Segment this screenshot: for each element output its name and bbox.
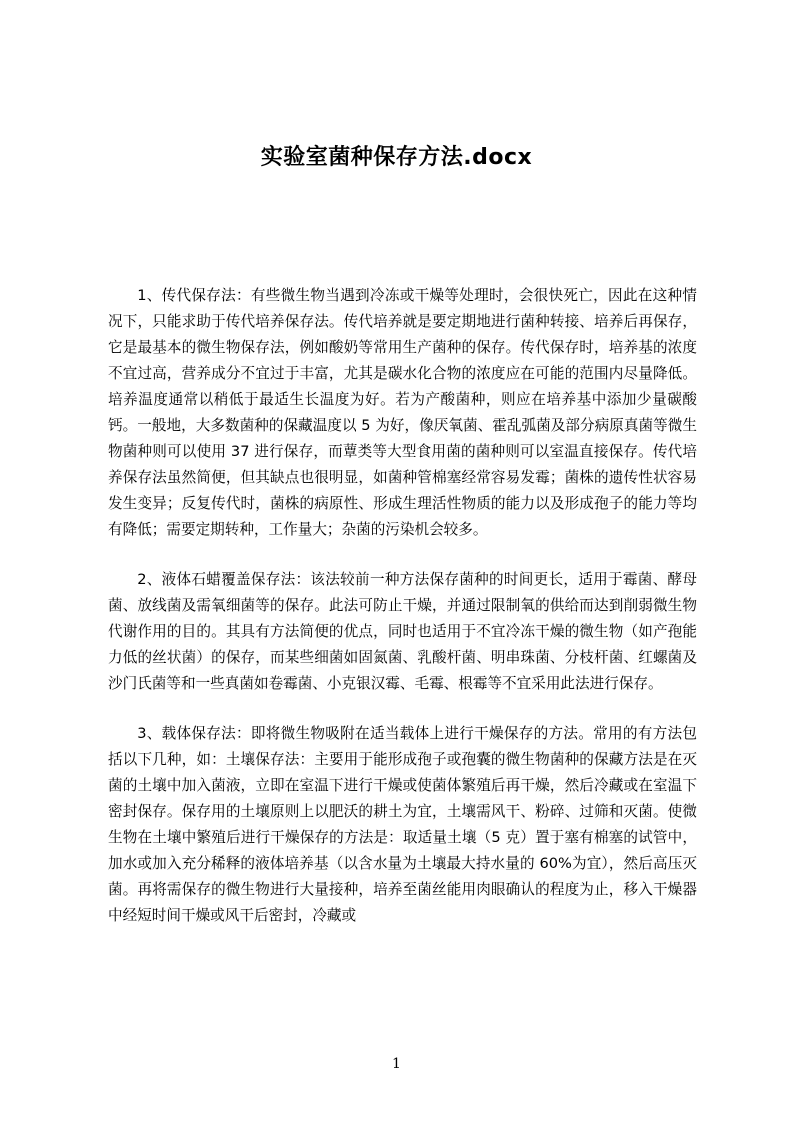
page-number: 1: [392, 1056, 401, 1072]
paragraph-carrier-preservation: 3、载体保存法：即将微生物吸附在适当载体上进行干燥保存的方法。常用的有方法包括以下几种，如：土壤保存法：主要用于能形成孢子或孢囊的微生物菌种的保藏方法是在灭菌的土壤中加入菌液，立即在室温下进行干燥或使菌体繁殖后再干燥，然后冷藏或在室温下密封保存。保存用的土壤原则上以肥沃的耕土为宜，土壤需风干、粉碎、过筛和灭菌。使微生物在土壤中繁殖后进行干燥保存的方法是：取适量土壤（5 克）置于塞有棉塞的试管中，加水或加入充分稀释的液体培养基（以含水量为土壤最大持水量的 60%为宜），然后高压灭菌。再将需保存的微生物进行大量接种，培养至菌丝能用肉眼确认的程度为止，移入干燥器中经短时间干燥或风干后密封，冷藏或: [108, 725, 697, 924]
paragraph-paraffin-preservation: 2、液体石蜡覆盖保存法：该法较前一种方法保存菌种的时间更长，适用于霉菌、酵母菌、放线菌及需氧细菌等的保存。此法可防止干燥，并通过限制氧的供给而达到削弱微生物代谢作用的目的。其具有方法简便的优点，同时也适用于不宜冷冻干燥的微生物（如产孢能力低的丝状菌）的保存，而某些细菌如固氮菌、乳酸杆菌、明串珠菌、分枝杆菌、红螺菌及沙门氏菌等和一些真菌如卷霉菌、小克银汉霉、毛霉、根霉等不宜采用此法进行保存。: [108, 571, 697, 692]
document-title: 实验室菌种保存方法.docx: [260, 145, 533, 170]
document-body: [108, 283, 697, 953]
paragraph-passage-preservation: 1、传代保存法：有些微生物当遇到冷冻或干燥等处理时，会很快死亡，因此在这种情况下，只能求助于传代培养保存法。传代培养就是要定期地进行菌种转接、培养后再保存，它是最基本的微生物保存法，例如酸奶等常用生产菌种的保存。传代保存时，培养基的浓度不宜过高，营养成分不宜过于丰富，尤其是碳水化合物的浓度应在可能的范围内尽量降低。培养温度通常以稍低于最适生长温度为好。若为产酸菌种，则应在培养基中添加少量碳酸钙。一般地，大多数菌种的保藏温度以 5 为好，像厌氧菌、霍乱弧菌及部分病原真菌等微生物菌种则可以使用 37 进行保存，而蕈类等大型食用菌的菌种则可以室温直接保存。传代培养保存法虽然简便，但其缺点也很明显，如菌种管棉塞经常容易发霉；菌株的遗传性状容易发生变异；反复传代时，菌株的病原性、形成生理活性物质的能力以及形成孢子的能力等均有降低；需要定期转种，工作量大；杂菌的污染机会较多。: [108, 287, 697, 538]
